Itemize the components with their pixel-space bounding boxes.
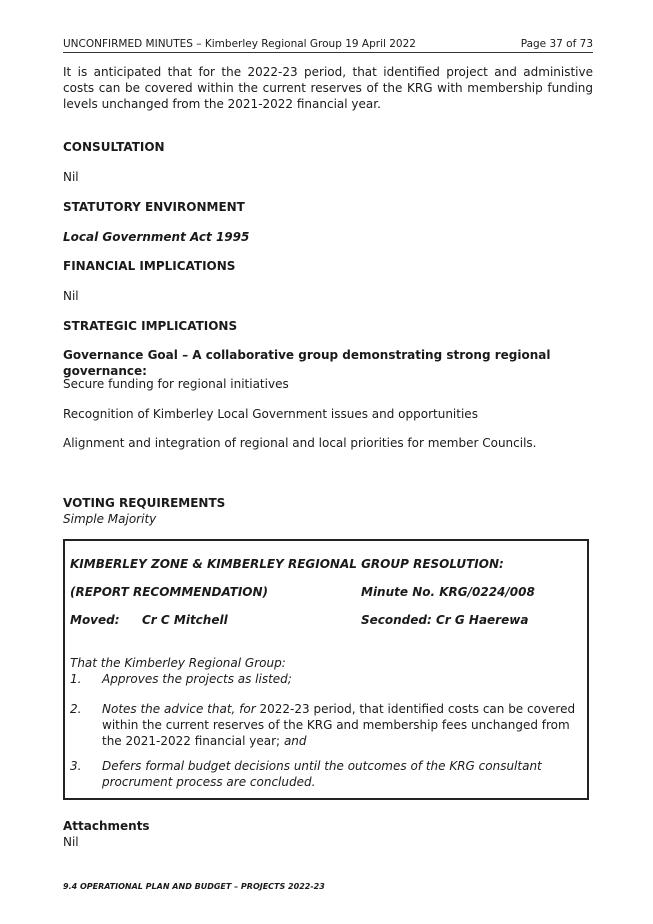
strategic-item: Recognition of Kimberley Local Government issues and opportunities (63, 407, 478, 421)
attachments-heading: Attachments (63, 819, 150, 833)
item-text-c: and (283, 734, 307, 748)
consultation-heading: CONSULTATION (63, 140, 165, 154)
minute-number: Minute No. KRG/0224/008 (361, 585, 535, 599)
item-number: 2. (70, 702, 82, 716)
resolution-title: KIMBERLEY ZONE & KIMBERLEY REGIONAL GROUP RESOLUTION: (70, 557, 504, 571)
strategic-item: Secure funding for regional initiatives (63, 377, 289, 391)
statutory-body: Local Government Act 1995 (63, 230, 250, 244)
governance-goal: Governance Goal – A collaborative group demonstrating strong regional governance: (63, 348, 551, 378)
moved-by: Cr C Mitchell (142, 613, 228, 627)
consultation-body: Nil (63, 170, 79, 184)
header-title: UNCONFIRMED MINUTES – Kimberley Regional Group 19 April 2022 (63, 38, 416, 50)
moved-label: Moved: (70, 613, 120, 627)
financial-body: Nil (63, 289, 79, 303)
resolution-intro: That the Kimberley Regional Group: (70, 656, 286, 670)
item-text-a: Notes the advice that, for (102, 702, 256, 716)
intro-paragraph: It is anticipated that for the 2022-23 period, that identified project and administive costs can be covered within the current reserves of the KRG with membership funding levels unchanged from the 2021-2022 financial year. (63, 65, 593, 111)
financial-heading: FINANCIAL IMPLICATIONS (63, 259, 236, 273)
seconded-by: Seconded: Cr G Haerewa (361, 613, 529, 627)
attachments-body: Nil (63, 835, 79, 849)
resolution-box (63, 539, 589, 800)
voting-body: Simple Majority (63, 512, 157, 526)
report-recommendation: (REPORT RECOMMENDATION) (70, 585, 269, 599)
item-text-b: 2022-23 period, that identified costs can be covered within the current reserves of the KRG and membership fees unchanged from the 2021-2022 financial year; (102, 702, 576, 748)
page-header (63, 38, 593, 53)
statutory-heading: STATUTORY ENVIRONMENT (63, 200, 245, 214)
item-number: 1. (70, 672, 82, 686)
strategic-heading: STRATEGIC IMPLICATIONS (63, 319, 238, 333)
page-footer: 9.4 OPERATIONAL PLAN AND BUDGET – PROJECTS 2022-23 (63, 882, 325, 891)
resolution-item (102, 701, 580, 749)
resolution-item: Defers formal budget decisions until the outcomes of the KRG consultant procrument process are concluded. (102, 759, 542, 789)
strategic-item: Alignment and integration of regional and local priorities for member Councils. (63, 436, 537, 450)
page-number: Page 37 of 73 (520, 38, 593, 50)
resolution-item: Approves the projects as listed; (102, 672, 292, 686)
voting-heading: VOTING REQUIREMENTS (63, 496, 226, 510)
item-number: 3. (70, 759, 82, 773)
